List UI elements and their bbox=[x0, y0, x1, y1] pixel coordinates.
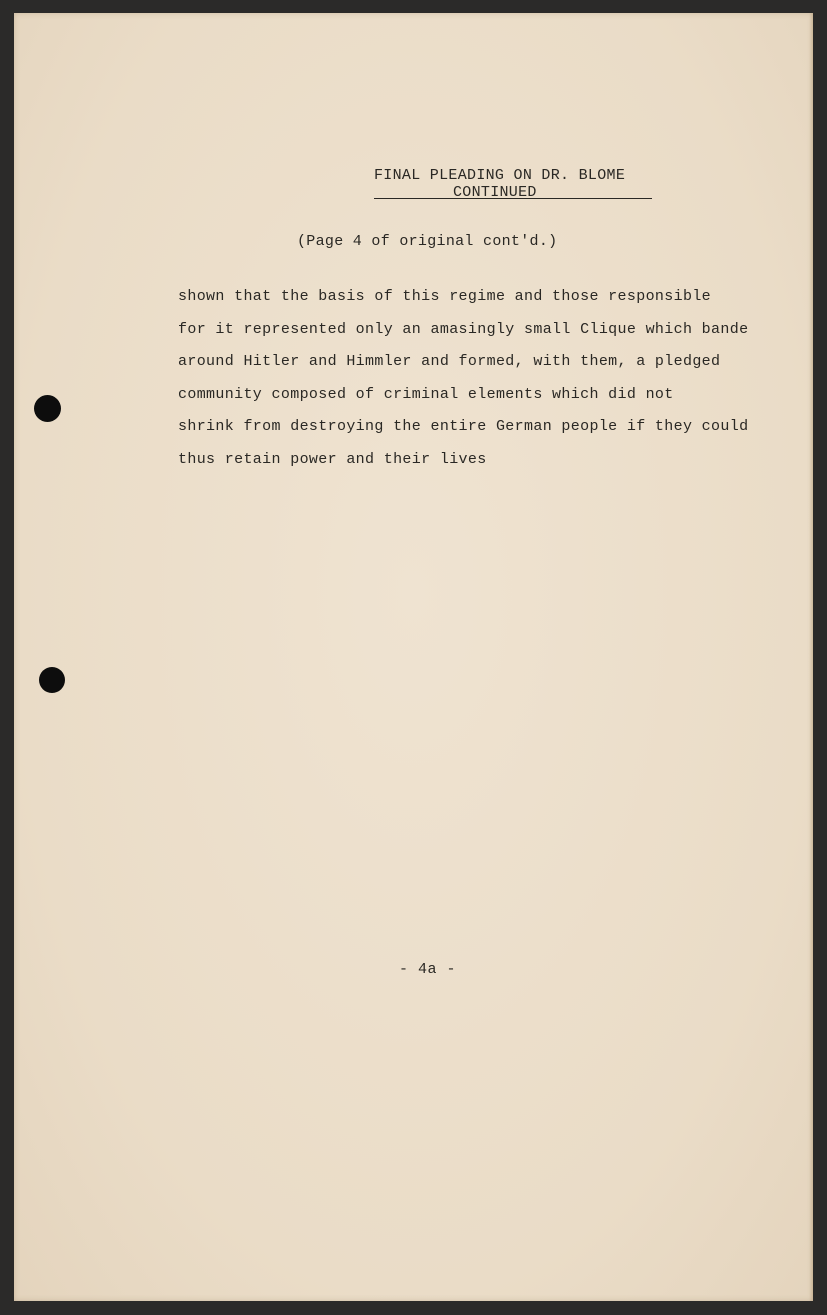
body-line: for it represented only an amasingly small Clique which bande bbox=[178, 320, 749, 338]
body-paragraph bbox=[178, 281, 788, 477]
heading-title: FINAL PLEADING ON DR. BLOME bbox=[374, 167, 626, 184]
punch-hole-bottom bbox=[39, 667, 65, 693]
body-line: thus retain power and their lives bbox=[178, 450, 487, 468]
page-number: - 4a - bbox=[399, 961, 457, 978]
document-heading bbox=[374, 167, 664, 201]
paper-edge-shadow bbox=[809, 13, 813, 1301]
heading-continued: CONTINUED bbox=[453, 184, 537, 201]
punch-hole-top bbox=[34, 395, 61, 422]
page-reference: (Page 4 of original cont'd.) bbox=[297, 233, 558, 250]
body-line: community composed of criminal elements which did not bbox=[178, 385, 674, 403]
heading-underline bbox=[374, 198, 652, 199]
body-line: shrink from destroying the entire German people if they could bbox=[178, 418, 749, 436]
body-line: shown that the basis of this regime and those responsible bbox=[178, 288, 712, 305]
document-page bbox=[14, 13, 813, 1301]
body-line: around Hitler and Himmler and formed, with them, a pledged bbox=[178, 353, 721, 371]
